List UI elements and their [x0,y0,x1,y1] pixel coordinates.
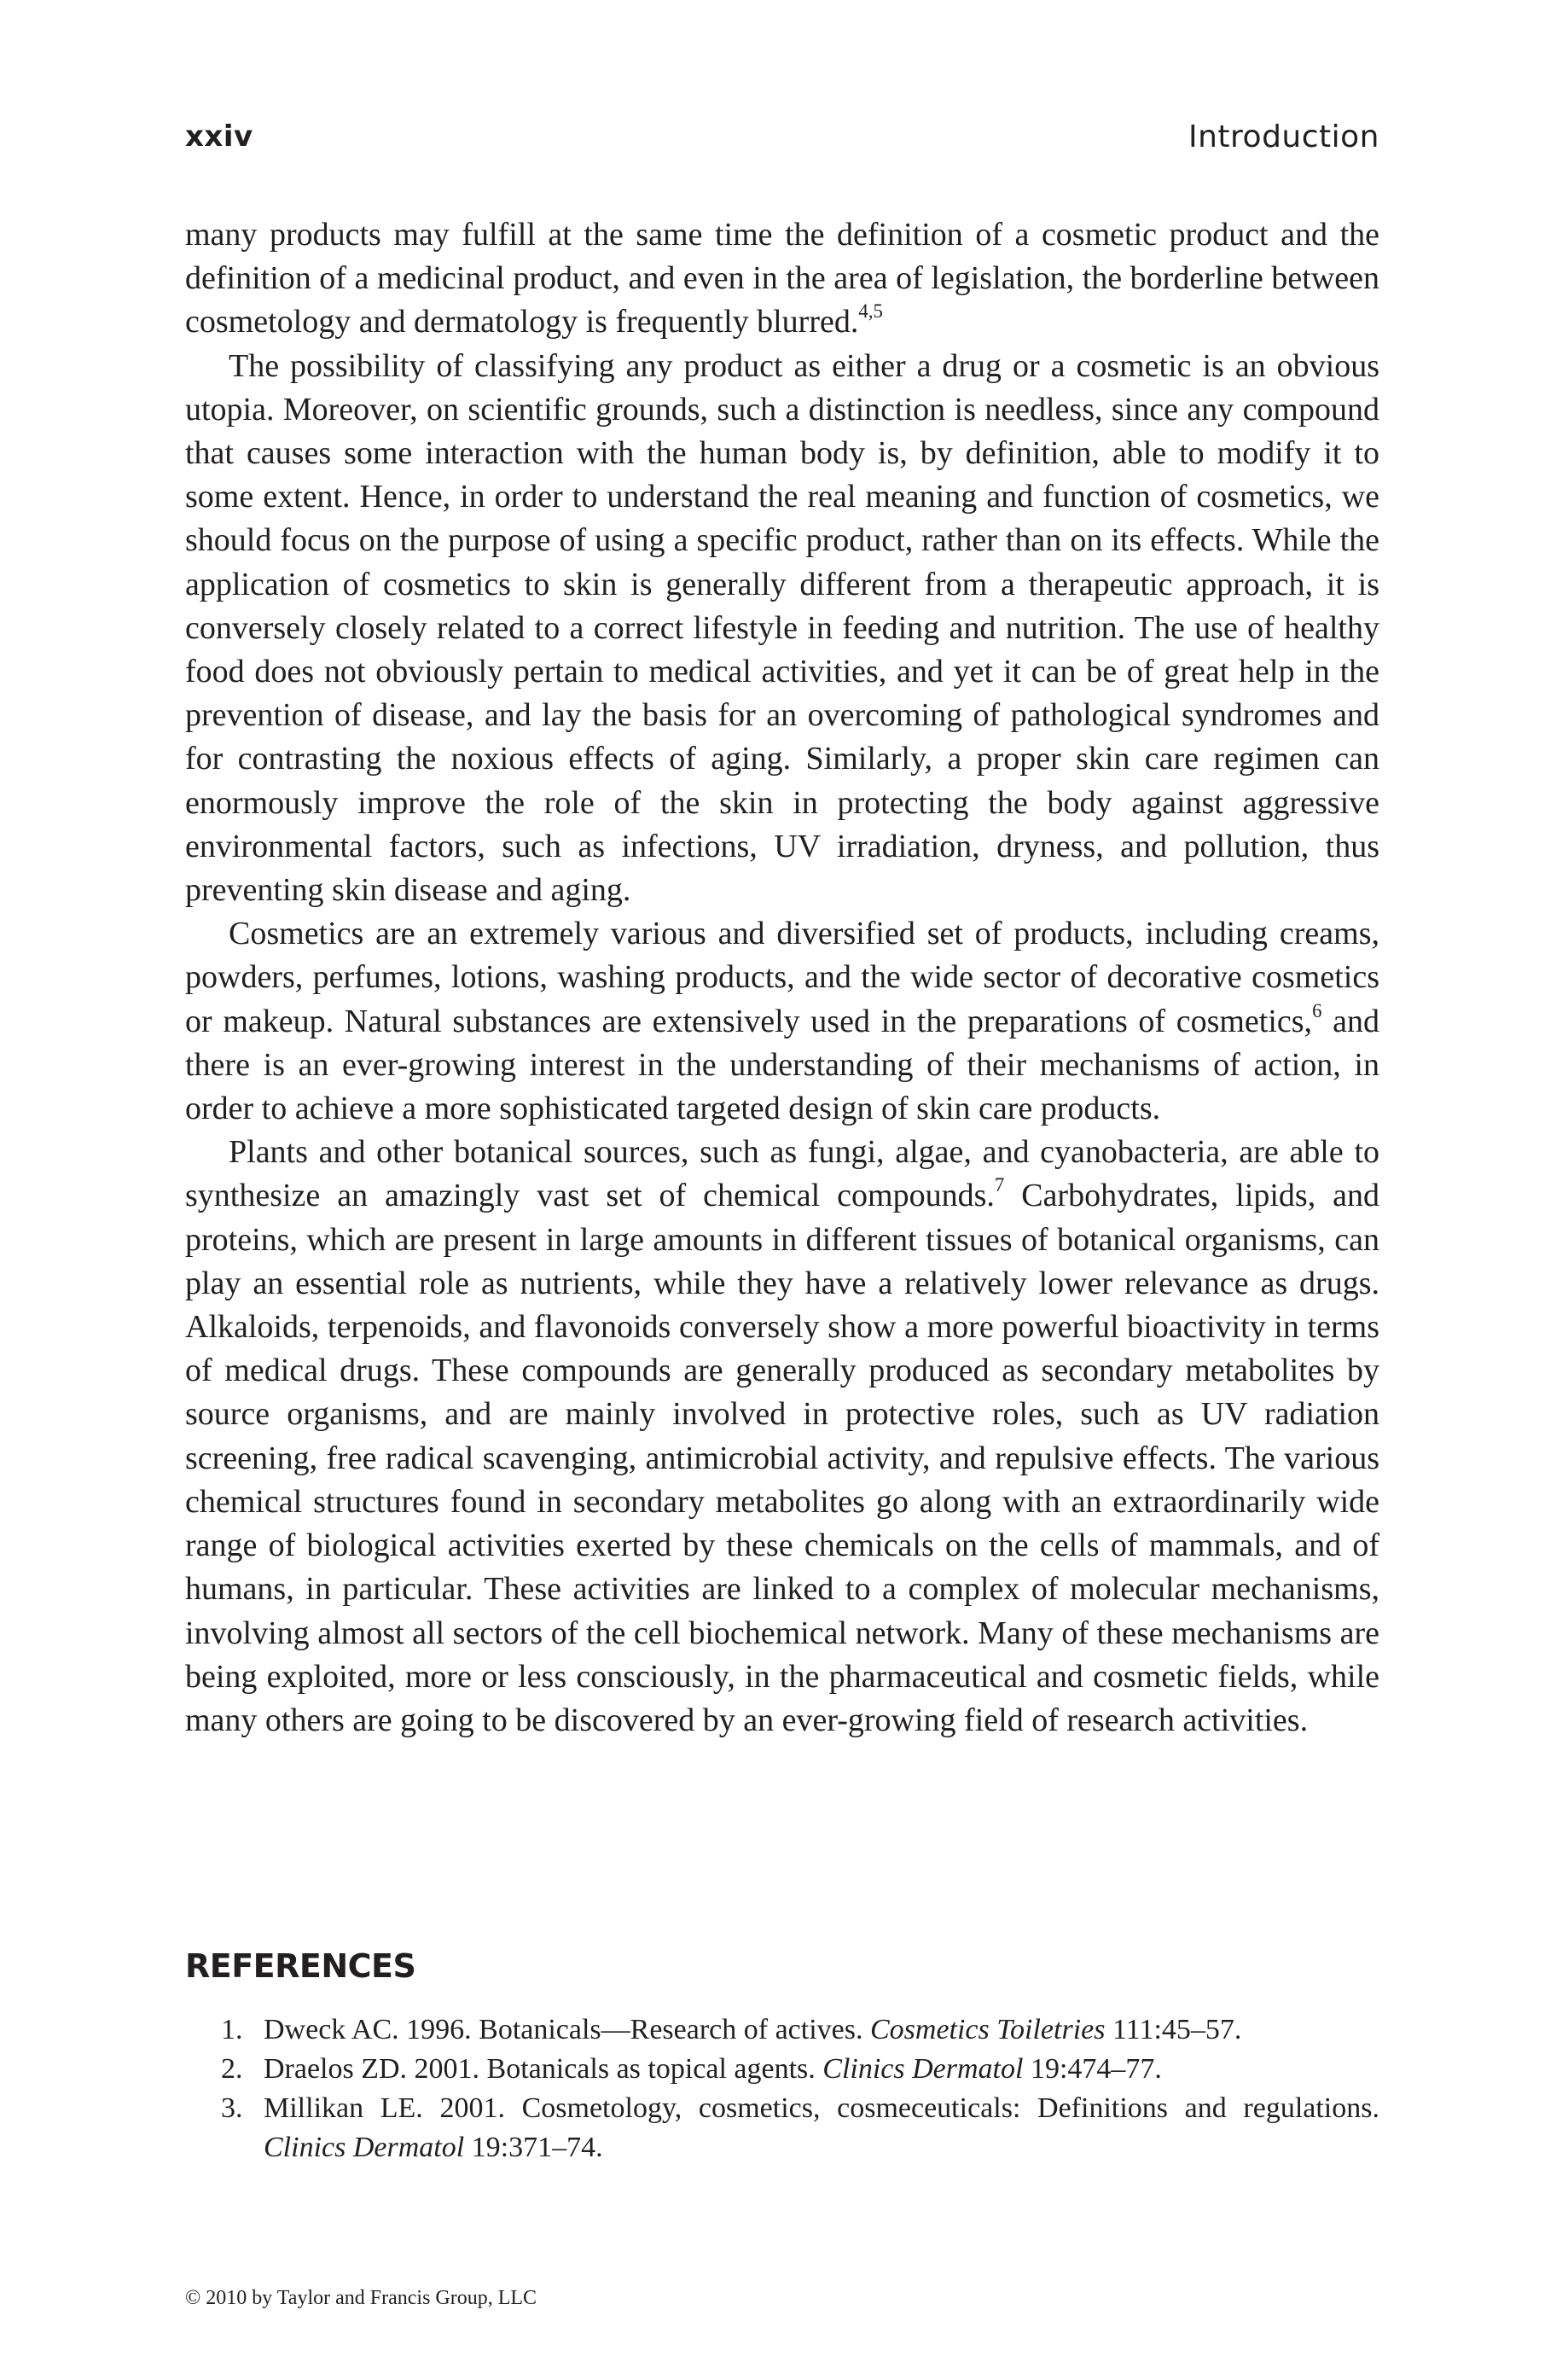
citation-superscript: 4,5 [858,300,883,323]
reference-details: 19:371–74. [464,2132,603,2163]
reference-journal: Clinics Dermatol [822,2053,1024,2085]
paragraph-text: and there is an ever-growing interest in the understanding of their mechanisms of action, in order to achieve a more sophisticated targeted design of skin care products. [185,1003,1379,1127]
citation-superscript: 7 [994,1174,1005,1196]
reference-text: Dweck AC. 1996. Botanicals—Research of actives. [264,2014,870,2045]
references-heading: REFERENCES [185,1947,416,1985]
running-head: Introduction [1188,119,1379,154]
paragraph-text: The possibility of classifying any product as either a drug or a cosmetic is an obvious utopia. Moreover, on scientific grounds, such a distinction is needless, since any compound that causes some interaction with the human body is, by definition, able to modify it to some extent. Hence, in order to understand the real meaning and function of cosmetics, we should focus on the purpose of using a specific product, rather than on its effects. While the application of cosmetics to skin is generally different from a therapeutic approach, it is conversely closely related to a correct lifestyle in feeding and nutrition. The use of healthy food does not obviously pertain to medical activities, and yet it can be of great help in the prevention of disease, and lay the basis for an overcoming of pathological syndromes and for contrasting the noxious effects of aging. Similarly, a proper skin care regimen can enormously improve the role of the skin in protecting the body against aggressive environmental factors, such as infections, UV irradiation, dryness, and pollution, thus preventing skin disease and aging. [185,347,1379,909]
paragraph-text: Carbohydrates, lipids, and proteins, which are present in large amounts in different tissues of botanical organisms, can play an essential role as nutrients, while they have a relatively lower relevance as drugs. Alkaloids, terpenoids, and flavonoids conversely show a more powerful bioactivity in terms of medical drugs. These compounds are generally produced as secondary metabolites by source organisms, and are mainly involved in protective roles, such as UV radiation screening, free radical scavenging, antimicrobial activity, and repulsive effects. The various chemical structures found in secondary metabolites go along with an extraordinarily wide range of biological activities exerted by these chemicals on the cells of mammals, and of humans, in particular. These activities are linked to a complex of molecular mechanisms, involving almost all sectors of the cell biochemical network. Many of these mechanisms are being exploited, more or less consciously, in the pharmaceutical and cosmetic fields, while many others are going to be discovered by an ever-growing field of research activities. [185,1178,1379,1738]
paragraph [185,345,1379,913]
page-header [185,119,1379,162]
reference-text: Draelos ZD. 2001. Botanicals as topical agents. [264,2053,823,2085]
reference-item [185,2050,1379,2089]
paragraph-text: Plants and other botanical sources, such as fungi, algae, and cyanobacteria, are able to synthesize an amazingly vast set of chemical compounds. [185,1134,1379,1214]
paragraph-text: many products may fulfill at the same time the definition of a cosmetic product and the definition of a medicinal product, and even in the area of legislation, the borderline between cosmetology and dermatology is frequently blurred. [185,217,1379,340]
reference-number: 2. [221,2053,243,2085]
body-text [185,213,1379,1743]
reference-details: 19:474–77. [1023,2053,1162,2085]
paragraph-text: Cosmetics are an extremely various and diversified set of products, including creams, powders, perfumes, lotions, washing products, and the wide sector of decorative cosmetics or makeup. Natural substances are extensively used in the preparations of cosmetics, [185,916,1379,1039]
reference-item [185,2089,1379,2167]
reference-number: 1. [221,2014,243,2045]
reference-text: Millikan LE. 2001. Cosmetology, cosmetics, cosmeceuticals: Definitions and regulations. [264,2092,1379,2124]
paragraph [185,1131,1379,1743]
citation-superscript: 6 [1312,999,1322,1021]
reference-item [185,2010,1379,2050]
paragraph [185,912,1379,1131]
references-list [185,2010,1379,2167]
copyright-notice: © 2010 by Taylor and Francis Group, LLC [185,2287,537,2309]
reference-number: 3. [221,2092,243,2124]
reference-details: 111:45–57. [1105,2014,1242,2045]
reference-journal: Cosmetics Toiletries [869,2014,1106,2045]
page-number: xxiv [185,119,253,154]
reference-journal: Clinics Dermatol [264,2132,465,2163]
paragraph [185,213,1379,345]
